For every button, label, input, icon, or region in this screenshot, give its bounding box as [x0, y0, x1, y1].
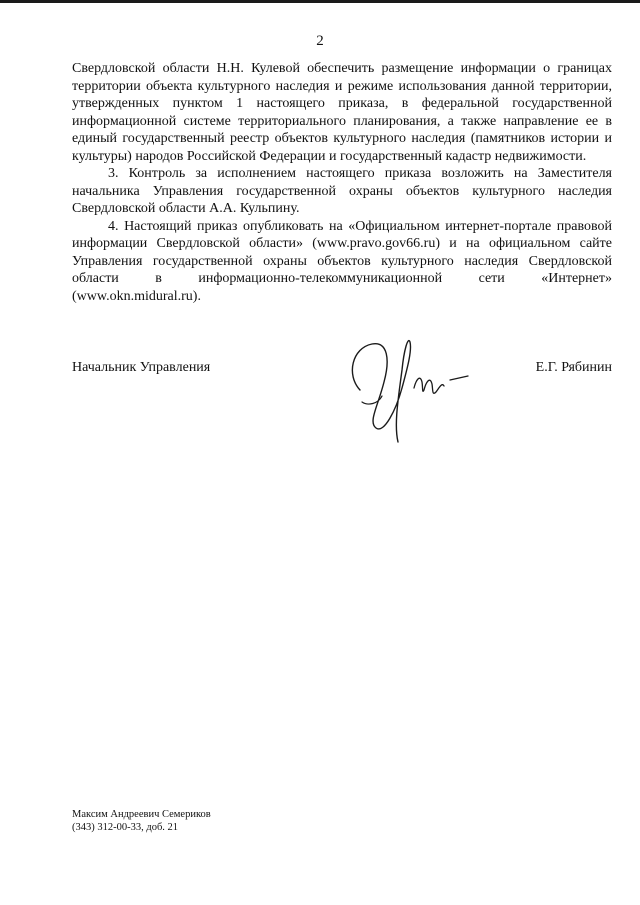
paragraph-item-3: 3. Контроль за исполнением настоящего приказа возложить на Заместителя начальника Управления государственной охраны объектов культурного наследия Свердловской области А.А. Кульпину. [72, 166, 612, 216]
handwritten-signature [338, 330, 478, 450]
page-number: 2 [316, 33, 324, 49]
signatory-name: Е.Г. Рябинин [535, 360, 612, 375]
executor-footer [72, 808, 211, 834]
paragraph-item-4: 4. Настоящий приказ опубликовать на «Официальном интернет-портале правовой информации Свердловской области» (www.pravo.gov66.ru) и на официальном сайте Управления государственной охраны объектов культурного наследия Свердловской области в информационно-телекоммуникационной сети «Интернет» (www.okn.midural.ru). [72, 218, 612, 304]
executor-name: Максим Андреевич Семериков [72, 809, 211, 820]
paragraph-continuation: Свердловской области Н.Н. Кулевой обеспечить размещение информации о границах территории объекта культурного наследия и режиме использования данной территории, утвержденных пунктом 1 настоящего приказа, в федеральной государственной информационной системе территориального планирования, а также направление ее в единый государственный реестр объектов культурного наследия (памятников истории и культуры) народов Российской Федерации и государственный кадастр недвижимости. [72, 61, 612, 164]
executor-phone: (343) 312-00-33, доб. 21 [72, 822, 179, 833]
document-body [72, 60, 612, 305]
signatory-position: Начальник Управления [72, 360, 211, 375]
page-top-border [0, 0, 640, 3]
